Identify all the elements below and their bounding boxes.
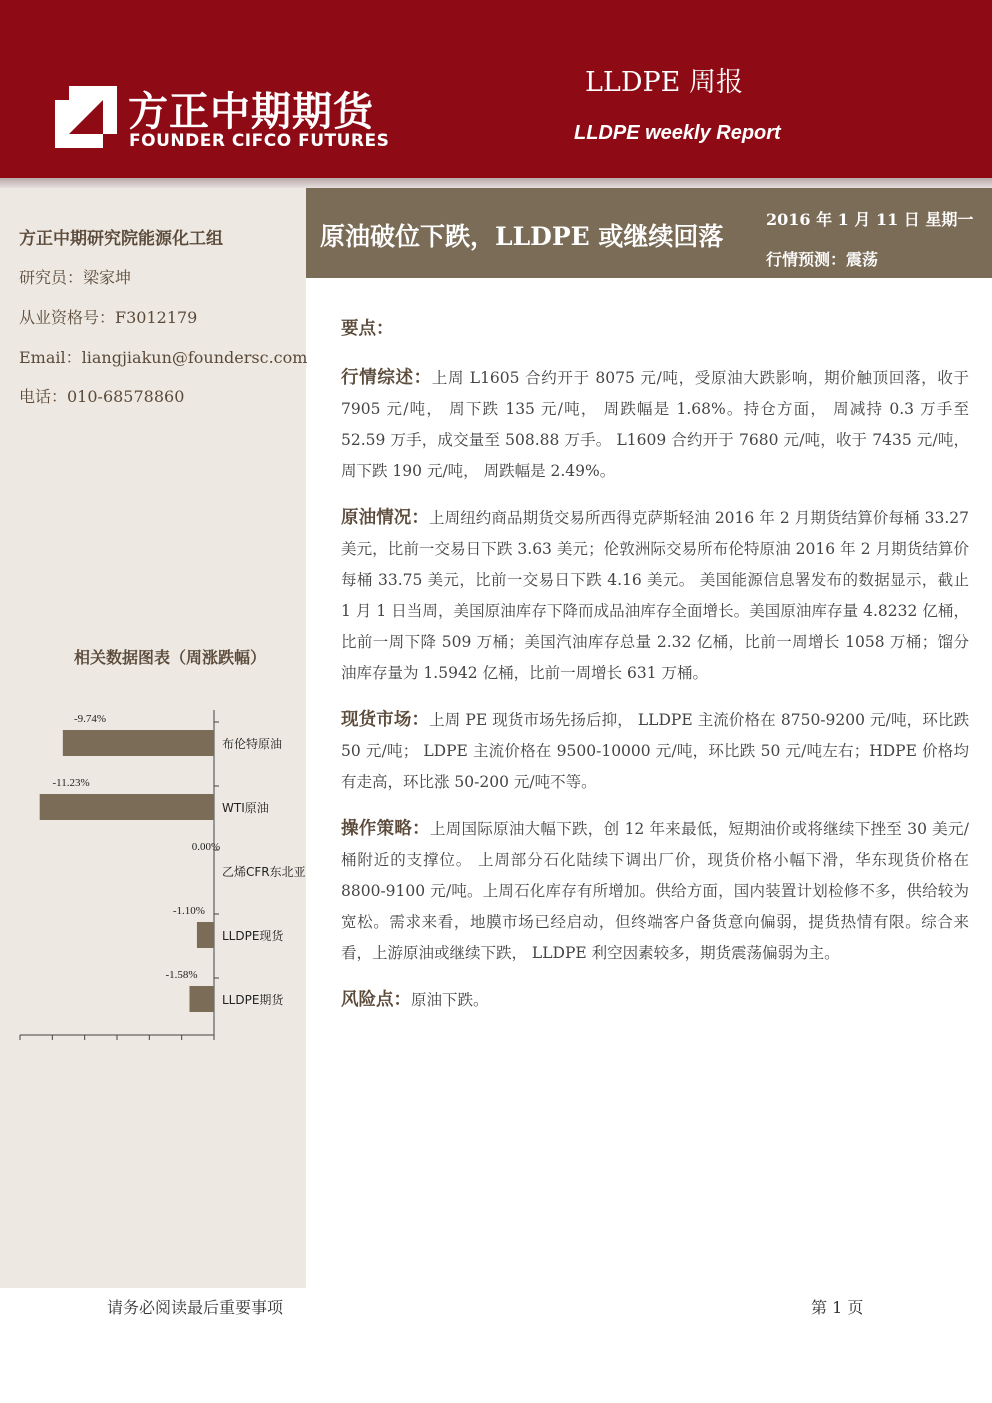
chart-data-label: -11.23% bbox=[52, 777, 90, 789]
section-market-review: 行情综述：上周 L1605 合约开于 8075 元/吨，受原油大跌影响，期价触顶回落，收于 7905 元/吨， 周下跌 135 元/吨， 周跌幅是 1.68%。持仓方面， 周减持 0.3 万手至 52.59 万手，成交量至 508.88 万手。 L1609 合约开于 7680 元/吨，收于 7435 元/吨， 周下跌 190 元/吨， 周跌幅是 2.49%。 bbox=[341, 368, 969, 480]
report-body bbox=[341, 314, 969, 1032]
section-crude-oil: 原油情况：上周纽约商品期货交易所西得克萨斯轻油 2016 年 2 月期货结算价每桶 33.27 美元，比前一交易日下跌 3.63 美元；伦敦洲际交易所布伦特原油 2016 年 2 月期货结算价每桶 33.75 美元，比前一交易日下跌 4.16 美元。 美国能源信息署发布的数据显示，截止 1 月 1 日当周，美国原油库存下降而成品油库存全面增长。美国原油库存量 4.8232 亿桶，比前一周下降 509 万桶；美国汽油库存总量 2.32 亿桶，比前一周增长 1058 万桶；馏分油库存量为 1.5942 亿桶，比前一周增长 631 万桶。 bbox=[341, 508, 969, 682]
chart-bar bbox=[189, 986, 214, 1012]
chart-category-label: LLDPE现货 bbox=[222, 929, 284, 943]
weekly-change-chart bbox=[0, 690, 306, 1050]
page-number: 第 1 页 bbox=[811, 1298, 864, 1317]
chart-data-label: -1.58% bbox=[165, 969, 198, 981]
chart-category-label: WTI原油 bbox=[222, 801, 269, 815]
email-address[interactable]: Email：liangjiakun@foundersc.com bbox=[19, 348, 308, 367]
chart-data-label: 0.00% bbox=[191, 841, 221, 853]
chart-category-label: 乙烯CFR东北亚 bbox=[222, 865, 306, 879]
phone-number: 电话：010-68578860 bbox=[19, 387, 185, 406]
market-forecast: 行情预测：震荡 bbox=[766, 250, 879, 269]
chart-data-label: -1.10% bbox=[172, 905, 205, 917]
chart-bar bbox=[40, 794, 214, 820]
section-risk: 风险点：原油下跌。 bbox=[341, 990, 489, 1010]
chart-data-label: -9.74% bbox=[74, 713, 107, 725]
chart-title: 相关数据图表（周涨跌幅） bbox=[74, 648, 267, 667]
section-spot-market: 现货市场：上周 PE 现货市场先扬后抑， LLDPE 主流价格在 8750-9200 元/吨，环比跌 50 元/吨； LDPE 主流价格在 9500-10000 元/吨，环比跌 50 元/吨左右；HDPE 价格均有走高，环比涨 50-200 元/吨不等。 bbox=[341, 710, 970, 791]
report-header bbox=[0, 0, 992, 178]
chart-bar bbox=[63, 730, 214, 756]
main-title: 原油破位下跌，LLDPE 或继续回落 bbox=[320, 222, 724, 251]
section-strategy: 操作策略：上周国际原油大幅下跌，创 12 年来最低，短期油价或将继续下挫至 30 美元/桶附近的支撑位。 上周部分石化陆续下调出厂价，现货价格小幅下滑，华东现货价格在 8800-9100 元/吨。上周石化库存有所增加。供给方面，国内装置计划检修不多，供给较为宽松。需求来看，地膜市场已经启动，但终端客户备货意向偏弱，提货热情有限。综合来看，上游原油或继续下跌， LLDPE 利空因素较多，期货震荡偏弱为主。 bbox=[341, 819, 970, 962]
chart-category-label: LLDPE期货 bbox=[222, 993, 284, 1007]
keypoints-heading: 要点： bbox=[341, 319, 394, 339]
report-title: LLDPE 周报 bbox=[585, 67, 743, 98]
footer-notice: 请务必阅读最后重要事项 bbox=[107, 1298, 284, 1317]
chart-bar bbox=[197, 922, 214, 948]
founder-logo-icon bbox=[55, 86, 117, 148]
license-number: 从业资格号：F3012179 bbox=[19, 308, 198, 327]
logo-english-name: FOUNDER CIFCO FUTURES bbox=[129, 131, 390, 151]
research-group: 方正中期研究院能源化工组 bbox=[19, 229, 223, 249]
analyst-name: 研究员：梁家坤 bbox=[19, 268, 132, 287]
logo-chinese-name: 方正中期期货 bbox=[128, 89, 374, 135]
report-date: 2016 年 1 月 11 日 星期一 bbox=[766, 210, 974, 229]
chart-category-label: 布伦特原油 bbox=[222, 737, 283, 751]
header-divider bbox=[0, 178, 992, 188]
report-subtitle: LLDPE weekly Report bbox=[574, 122, 781, 144]
